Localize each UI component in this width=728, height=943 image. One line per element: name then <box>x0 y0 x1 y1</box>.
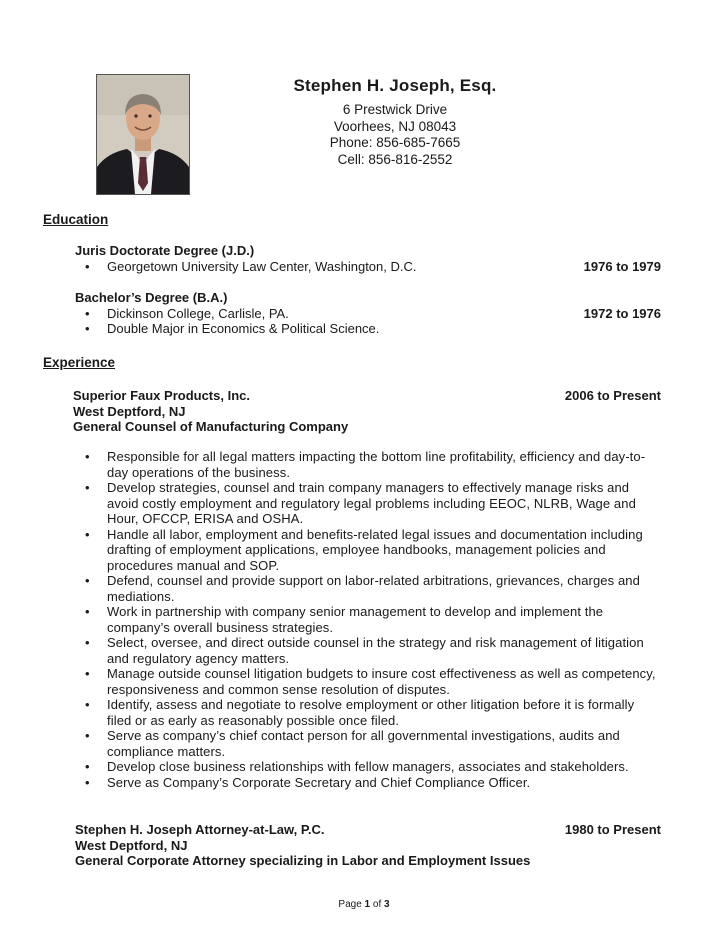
degree-name: Juris Doctorate Degree (J.D.) <box>75 243 255 258</box>
company-name: Stephen H. Joseph Attorney-at-Law, P.C. <box>75 822 325 837</box>
page-number: 1 <box>364 899 371 910</box>
list-item: • Serve as company’s chief contact person for all governmental investigations, audits and compliance matters. <box>75 728 656 759</box>
list-item: • Georgetown University Law Center, Washington, D.C. <box>75 259 417 275</box>
list-item: • Serve as Company’s Corporate Secretary and Chief Compliance Officer. <box>75 775 656 791</box>
experience-heading: Experience <box>43 355 116 370</box>
phone-number: Phone: 856-685-7665 <box>329 135 461 150</box>
list-item: • Develop strategies, counsel and train company managers to effectively manage risks and avoid costly employment and regulatory legal problems including EEOC, NLRB, Wage and Hour, OFCCP, ERISA and OSHA. <box>75 480 656 527</box>
education-degree <box>75 290 661 337</box>
job-entry <box>73 388 661 435</box>
education-heading: Education <box>43 212 109 227</box>
list-item: • Work in partnership with company senior management to develop and implement the company’s overall business strategies. <box>75 604 656 635</box>
list-item: • Double Major in Economics & Political Science. <box>75 321 661 337</box>
job-location: West Deptford, NJ <box>73 403 186 419</box>
list-item: • Manage outside counsel litigation budgets to insure cost effectiveness as well as competency, responsiveness and common sense resolution of disputes. <box>75 666 656 697</box>
job-role: General Corporate Attorney specializing in Labor and Employment Issues <box>75 853 531 868</box>
company-name: Superior Faux Products, Inc. <box>73 388 250 403</box>
person-portrait-icon <box>97 75 189 194</box>
contact-header <box>250 76 540 168</box>
degree-name: Bachelor’s Degree (B.A.) <box>75 290 228 305</box>
page-footer <box>0 899 728 910</box>
list-item: • Dickinson College, Carlisle, PA. <box>75 306 289 322</box>
job-entry <box>75 822 661 869</box>
candidate-name: Stephen H. Joseph, Esq. <box>293 76 497 95</box>
profile-photo <box>96 74 190 195</box>
list-item: • Select, oversee, and direct outside counsel in the strategy and risk management of litigation and regulatory agency matters. <box>75 635 656 666</box>
list-item: • Identify, assess and negotiate to resolve employment or other litigation before it is formally filed or as early as reasonably possible once filed. <box>75 697 656 728</box>
list-item: • Develop close business relationships with fellow managers, associates and stakeholders. <box>75 759 656 775</box>
responsibility-list <box>75 449 656 790</box>
address-line-1: 6 Prestwick Drive <box>342 102 448 117</box>
list-item: • Defend, counsel and provide support on labor-related arbitrations, grievances, charges and mediations. <box>75 573 656 604</box>
job-dates: 1980 to Present <box>564 822 661 837</box>
list-item: • Handle all labor, employment and benefits-related legal issues and documentation including drafting of employment applications, employee handbooks, management policies and procedures manual and SOP. <box>75 527 656 574</box>
list-item: • Responsible for all legal matters impacting the bottom line profitability, efficiency and day-to-day operations of the business. <box>75 449 656 480</box>
job-location: West Deptford, NJ <box>75 837 188 853</box>
education-degree <box>75 243 661 274</box>
job-role: General Counsel of Manufacturing Company <box>73 419 349 434</box>
degree-dates: 1976 to 1979 <box>583 258 661 274</box>
of-label: of <box>372 899 382 910</box>
job-dates: 2006 to Present <box>564 388 661 403</box>
page-total: 3 <box>384 899 390 910</box>
cell-number: Cell: 856-816-2552 <box>337 151 453 167</box>
page-label: Page <box>338 899 362 910</box>
address-line-2: Voorhees, NJ 08043 <box>333 118 457 134</box>
degree-dates: 1972 to 1976 <box>583 305 661 321</box>
